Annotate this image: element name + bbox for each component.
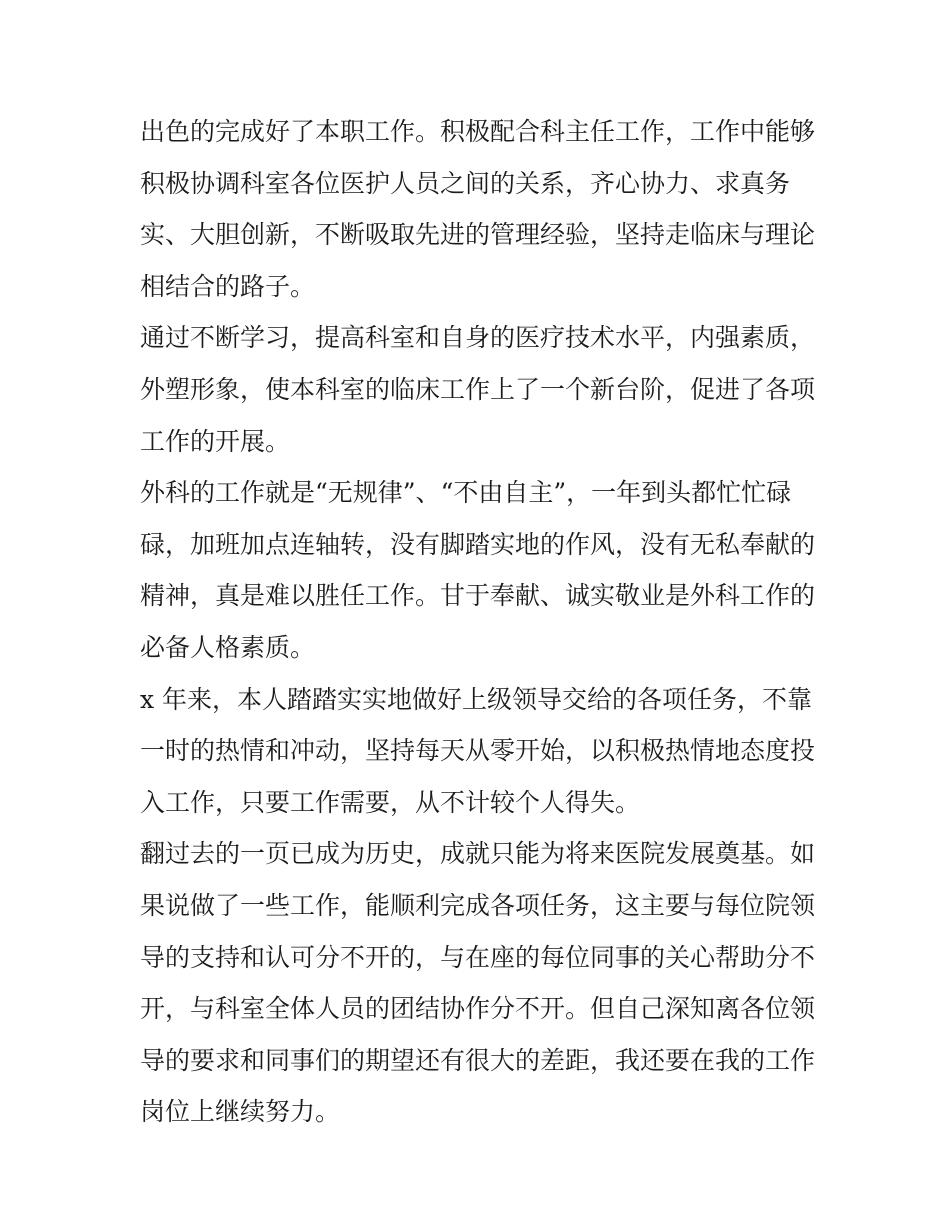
text-line: 精神，真是难以胜任工作。甘于奉献、诚实敬业是外科工作的 [140,581,816,611]
text-line: 导的支持和认可分不开的，与在座的每位同事的关心帮助分不 [140,942,816,972]
text-line: 实、大胆创新，不断吸取先进的管理经验，坚持走临床与理论 [140,220,816,250]
text-line: 出色的完成好了本职工作。积极配合科主任工作，工作中能够 [140,117,816,146]
text-line: 翻过去的一页已成为历史，成就只能为将来医院发展奠基。如 [140,839,816,869]
text-line: 一时的热情和冲动，坚持每天从零开始，以积极热情地态度投 [140,736,816,766]
text-line: 岗位上继续努力。 [140,1097,341,1127]
document-body [140,106,820,1138]
text-line: 工作的开展。 [140,426,291,456]
text-line: 碌，加班加点连轴转，没有脚踏实地的作风，没有无私奉献的 [140,529,816,559]
text-line: 外科的工作就是“无规律”、“不由自主”，一年到头都忙忙碌 [140,478,792,508]
text-line: 通过不断学习，提高科室和自身的医疗技术水平，内强素质， [140,323,816,353]
text-line: x 年来，本人踏踏实实地做好上级领导交给的各项任务，不靠 [140,684,813,714]
text-line: 开，与科室全体人员的团结协作分不开。但自己深知离各位领 [140,994,816,1024]
text-line: 果说做了一些工作，能顺利完成各项任务，这主要与每位院领 [140,890,816,920]
text-line: 积极协调科室各位医护人员之间的关系，齐心协力、求真务 [140,168,791,198]
text-line: 外塑形象，使本科室的临床工作上了一个新台阶，促进了各项 [140,374,816,404]
text-line: 必备人格素质。 [140,632,316,662]
text-line: 入工作，只要工作需要，从不计较个人得失。 [140,787,641,817]
text-line: 导的要求和同事们的期望还有很大的差距，我还要在我的工作 [140,1045,816,1075]
text-line: 相结合的路子。 [140,271,316,301]
